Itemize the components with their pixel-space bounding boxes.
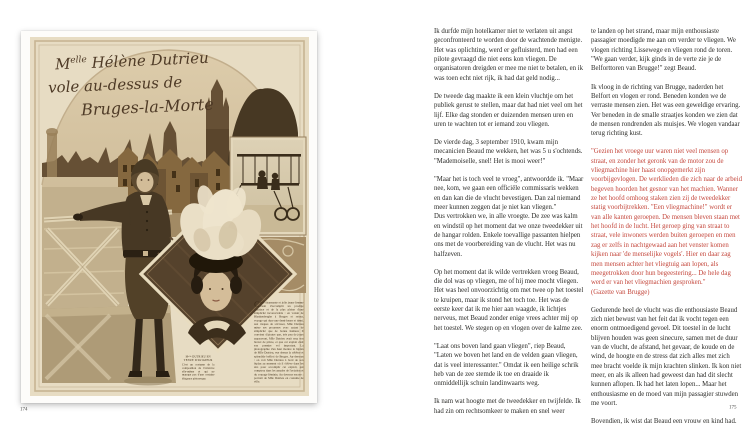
quote-gazette: "Gezien het vroege uur waren niet veel mensen op straat, en zonder het geronk van de motor zou de vliegmachine hier haast onopgemerkt zijn voorbijgevlogen. De werklieden die zich naar de arbeid begeven hoorden het gesnor van het machien. Wanner ze het hoofd omhoog staken zien zij de tweedekker statig voorbijtrekken. "Een vliegmachine!" wordt er van alle kanten geroepen. De mensen bleven staan met het hoofd in de lucht. Het geroep ging van straat to straat, vele inwoners werden buiten geroepen en men zag er zelfs in nachtgewaad aan het venster komen kijken naar 'de menselijke vogels'. Hier en daar zag men mensen achter het vliegtuig aan lopen, als meegetrokken door hun begeestering... De hele dag werd er van het vliegmachien gesproken." <box>591 148 742 287</box>
postcard-article-text: ette charmante et jolie jeune femme vient d'accomplir un prodige d'audace et de la plus pleine d'une simplicité inconcevable : en volant de Blankenberghe à Bruges et retour, voyage qui dure une demi-heure et demi, aux risques de s'écraser, Mlle Dutrieu mène ses prouesses avec autant de simplicité que de bonne humeur. Il convient d'ajouter que, très peu de jours auparavant, Mlle Dutrieu avait reçu son brevet de pilote, et que cet exploit était son premier vol important. La photographie d'en haut montre le biplan de Mlle Dutrieu, vue dessus la célèbre et splendide beffroi de Bruges. Au-dessous : on voit Mlle Dutrieu à bord de son biplan au moment où il s'élève dans les airs pour accomplir cet exploit, qui comptera dans les annales de l'aviation et du courage féminin. Au dessous encore : portrait de Mlle Dutrieu en costume de ville. <box>254 301 304 384</box>
text-column-left <box>434 27 585 425</box>
postcard-article-block <box>254 301 304 384</box>
paragraph: Ik durfde mijn hotelkamer niet te verlaten uit angst geconfronteerd te worden door de wachtende menigte. Het was oplichting, werd er gefluisterd, men had een pilote gevraagd die niet eens kon vliegen. De organisatoren dreigden er mee me niet te betalen, en ik was toen echt niet rijk, ik had dat geld nodig... <box>434 28 583 82</box>
paragraph: Gedurende heel de vlucht was die enthousiaste Beaud zich niet bewust van het feit dat ik vocht tegen een enorm ontmoedigend gevoel. Dit toestel in de lucht blijven houden was geen sinecure, samen met de duur van de vlucht, de afstand, het gevaar, de koude en de wind, de hoogte en de stress dat zich alles met zich mee bracht voelde ik mijn krachten slinken. Ik kon niet meer, en als ik alleen had geweest dan had dit slecht kunnen aflopen. Ik had het laten lopen... Maar het enthousiasme en de moed van mijn passagier stuwden me voort. <box>591 306 742 408</box>
left-page-scan <box>21 31 317 403</box>
paragraph: Bovendien, ik wist dat Beaud een vrouw en kind had. <box>591 418 737 426</box>
paragraph: Ik vloog in de richting van Brugge, naderden het Belfort en vlogen er rond. Beneden konden we de verraste mensen zien. Het was een geweldige ervaring. Ver beneden in de smalle straatjes konden we zien dat de mensen rondrenden als muisjes. We vlogen vandaar terug richting kust. <box>591 83 741 138</box>
drop-cap: C <box>254 299 260 310</box>
paragraph: De vierde dag, 3 september 1910, kwam mijn mecanicien Beaud me wekken, het was 5 u s'ochtends. "Mademoiselle, snel! Het is mooi weer!" <box>434 139 583 165</box>
postcard-title-line2: vole au-dessus de <box>47 72 183 97</box>
paragraph: te landen op het strand, maar mijn enthousiaste passagier moedigde me aan om verder te vliegen. We vlogen richting Lissewege en vliegen rond de toren. "We gaan verder, kijk ginds in de verte zie je de Belforttoren van Brugge!" zegt Beaud. <box>591 28 736 73</box>
postcard-caption-block <box>182 355 214 381</box>
quote-attribution: (Gazette van Brugge) <box>591 288 650 296</box>
postcard-bruges-la-morte <box>30 37 309 396</box>
paragraph: Ik nam wat hoogte met de tweedekker en twijfelde. Ik had zin om rechtsomkeer te maken en snel weer <box>434 398 581 415</box>
left-tower <box>47 133 57 177</box>
postcard-title <box>47 44 215 123</box>
postcard-title-line1: $M^{elle}$ Hélène Dutrieu <box>54 48 210 74</box>
postcard-title-line3: Bruges-la-Morte <box>80 94 215 120</box>
text-column-right <box>591 27 742 435</box>
page-number-left: 174 <box>20 406 28 412</box>
page-number-right: 175 <box>729 404 737 410</box>
paragraph: "Maar het is toch veel te vroeg", antwoordde ik. "Maar nee, kom, we gaan een officiële commissaris wekken en dan kan die de vlucht bevestigen. Dan zal niemand meer kunnen zeggen dat je niet kan vliegen." <box>434 175 584 211</box>
paragraph: Dus vertrokken we, in alle vroegte. De zee was kalm en windstil op het moment dat we onze tweedekker uit de hangar rolden. Enkele toevallige passanten hielpen ons met de voorbereiding van de vlucht. Het was nu halfzeven. <box>434 213 583 258</box>
caption-text: C'est un costume de la composition de l'aviatrice elle-même et qui ne manque pas d'une certaine élégance pittoresque. <box>182 363 215 381</box>
paragraph: De tweede dag maakte ik een klein vluchtje om het publiek gerust te stellen, maar dat had niet veel om het lijf. Elke dag stonden er duizenden mensen uren en uren te wachten tot er iemand zou vliegen. <box>434 92 583 128</box>
paragraph: Op het moment dat ik wilde vertrekken vroeg Beaud, die dol was op vliegen, me of hij mee mocht vliegen. Het was heel onvoorzichtig om met twee op het toestel te kruipen, maar ik stond het toch toe. Het was de eerste keer dat ik me hier aan waagde, ik lichtjes nerveus, met Beaud zonder enige vrees achter mij op het toestel. We stegen op en vlogen over de kalme zee. <box>434 268 584 332</box>
paragraph: "Laat ons boven land gaan vliegen", riep Beaud, "Laten we boven het land en de velden gaan vliegen, dat is veel interessanter." Omdat ik een heilige schrik heb van de zee stemde ik toe en draaide ik onmiddellijk schuin landinwaarts weg. <box>434 342 579 388</box>
caption-title: Mᵉˡˡᵉ DUTRIEU EN TENUE D'AVIATEUR <box>183 355 213 362</box>
